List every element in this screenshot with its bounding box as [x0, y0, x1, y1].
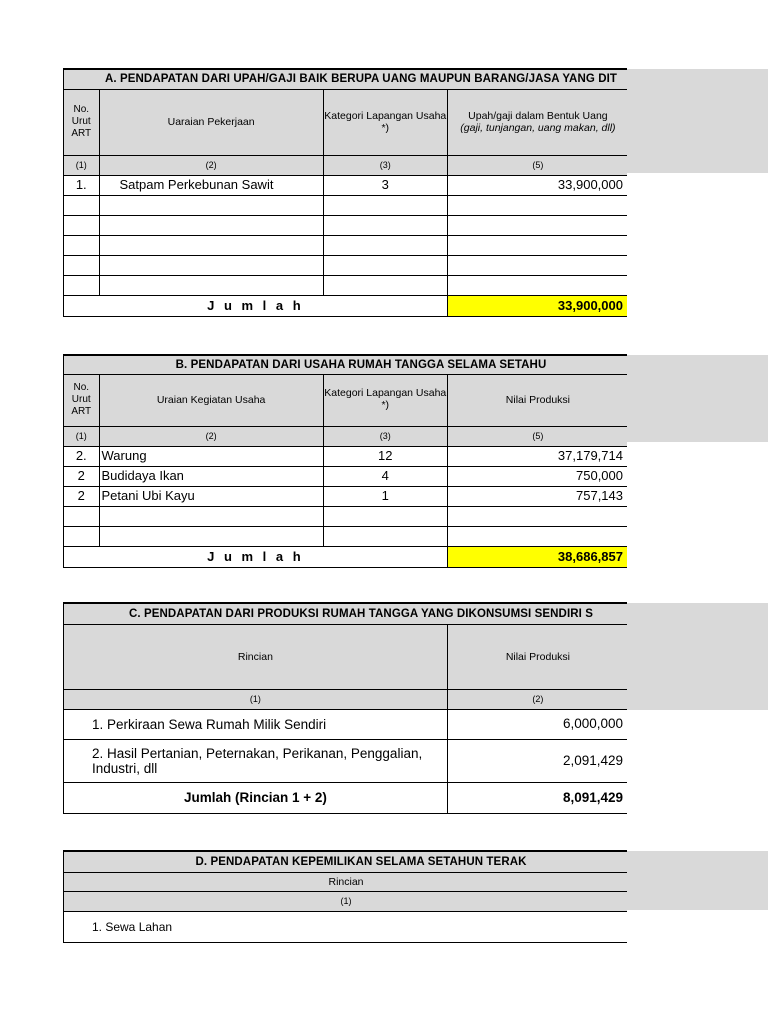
cell-no[interactable]: 2	[64, 466, 99, 486]
cell-no[interactable]: 1.	[64, 175, 99, 195]
section-b-title-row	[64, 356, 627, 374]
cell-no[interactable]	[64, 255, 99, 275]
colnum: (5)	[447, 155, 627, 175]
total-value[interactable]: 33,900,000	[447, 295, 627, 316]
section-c-colnum-row	[64, 689, 627, 709]
cell-kategori[interactable]	[323, 235, 447, 255]
section-d-colnum-row	[64, 891, 627, 911]
cell-nilai[interactable]: 757,143	[447, 486, 627, 506]
table-row	[64, 911, 627, 942]
header-upah-sub: (gaji, tunjangan, uang makan, dll)	[460, 122, 616, 134]
cell-uraian[interactable]	[99, 526, 323, 546]
cell-uraian[interactable]	[99, 275, 323, 295]
section-d-title: D. PENDAPATAN KEPEMILIKAN SELAMA SETAHUN TERAK	[195, 855, 527, 868]
cell-uraian[interactable]	[99, 255, 323, 275]
header-no: No. Urut ART	[64, 374, 99, 426]
cell-uraian[interactable]: Satpam Perkebunan Sawit	[99, 175, 323, 195]
table-row	[64, 175, 627, 195]
section-a-table	[63, 68, 627, 317]
table-row	[64, 486, 627, 506]
cell-no[interactable]	[64, 506, 99, 526]
header-rincian: Rincian	[64, 624, 447, 689]
gray-band-d	[627, 851, 768, 910]
header-upah	[447, 89, 627, 155]
section-c-title-row	[64, 604, 627, 624]
cell-kategori[interactable]: 12	[323, 446, 447, 466]
cell-no[interactable]: 2.	[64, 446, 99, 466]
section-c-table	[63, 602, 627, 814]
table-row	[64, 195, 627, 215]
colnum: (1)	[64, 426, 99, 446]
cell-no[interactable]: 2	[64, 486, 99, 506]
colnum: (2)	[447, 689, 627, 709]
cell-uraian[interactable]	[99, 215, 323, 235]
colnum: (2)	[99, 155, 323, 175]
cell-nilai[interactable]: 750,000	[447, 466, 627, 486]
table-row	[64, 526, 627, 546]
header-no: No. Urut ART	[64, 89, 99, 155]
gray-band-c	[627, 603, 768, 710]
cell-uraian[interactable]	[99, 506, 323, 526]
table-row	[64, 446, 627, 466]
cell-no[interactable]	[64, 526, 99, 546]
colnum: (5)	[447, 426, 627, 446]
total-label: J u m l a h	[64, 546, 447, 567]
colnum: (2)	[99, 426, 323, 446]
table-row	[64, 739, 627, 782]
cell-no[interactable]	[64, 215, 99, 235]
cell-rincian[interactable]: 1. Perkiraan Sewa Rumah Milik Sendiri	[64, 709, 447, 739]
cell-kategori[interactable]	[323, 195, 447, 215]
table-row	[64, 466, 627, 486]
cell-nilai[interactable]	[447, 235, 627, 255]
header-kategori: Kategori Lapangan Usaha *)	[323, 89, 447, 155]
colnum: (3)	[323, 426, 447, 446]
section-d-title-row	[64, 852, 627, 872]
cell-kategori[interactable]	[323, 215, 447, 235]
section-b-header-row	[64, 374, 627, 426]
cell-no[interactable]	[64, 195, 99, 215]
total-value[interactable]: 38,686,857	[447, 546, 627, 567]
cell-nilai[interactable]: 6,000,000	[447, 709, 627, 739]
gray-band-a	[627, 69, 768, 173]
cell-kategori[interactable]	[323, 275, 447, 295]
header-upah-main: Upah/gaji dalam Bentuk Uang	[468, 110, 608, 122]
header-uraian: Uaraian Pekerjaan	[99, 89, 323, 155]
colnum: (1)	[64, 689, 447, 709]
section-a-title: A. PENDAPATAN DARI UPAH/GAJI BAIK BERUPA UANG MAUPUN BARANG/JASA YANG DIT	[104, 73, 618, 86]
colnum: (1)	[64, 155, 99, 175]
cell-uraian[interactable]	[99, 235, 323, 255]
cell-kategori[interactable]	[323, 526, 447, 546]
cell-nilai[interactable]	[447, 526, 627, 546]
cell-nilai[interactable]: 33,900,000	[447, 175, 627, 195]
cell-kategori[interactable]	[323, 255, 447, 275]
table-row	[64, 506, 627, 526]
cell-kategori[interactable]: 1	[323, 486, 447, 506]
cell-nilai[interactable]	[447, 506, 627, 526]
section-c-total-row	[64, 782, 627, 813]
section-d-header-row	[64, 872, 627, 891]
section-b-title: B. PENDAPATAN DARI USAHA RUMAH TANGGA SELAMA SETAHU	[175, 358, 547, 371]
section-a-header-row	[64, 89, 627, 155]
section-c-title: C. PENDAPATAN DARI PRODUKSI RUMAH TANGGA YANG DIKONSUMSI SENDIRI S	[128, 607, 594, 620]
header-rincian: Rincian	[64, 872, 627, 891]
section-c-header-row	[64, 624, 627, 689]
section-b-table	[63, 354, 627, 568]
header-nilai: Nilai Produksi	[447, 374, 627, 426]
cell-uraian[interactable]: Petani Ubi Kayu	[99, 486, 323, 506]
cell-nilai[interactable]	[447, 215, 627, 235]
cell-no[interactable]	[64, 275, 99, 295]
section-d-table	[63, 850, 627, 943]
cell-no[interactable]	[64, 235, 99, 255]
table-row	[64, 215, 627, 235]
table-row	[64, 255, 627, 275]
header-uraian: Uraian Kegiatan Usaha	[99, 374, 323, 426]
cell-nilai[interactable]: 2,091,429	[447, 739, 627, 782]
cell-kategori[interactable]: 3	[323, 175, 447, 195]
table-row	[64, 235, 627, 255]
total-value[interactable]: 8,091,429	[447, 782, 627, 813]
cell-kategori[interactable]	[323, 506, 447, 526]
cell-uraian[interactable]: Budidaya Ikan	[99, 466, 323, 486]
cell-nilai[interactable]: 37,179,714	[447, 446, 627, 466]
header-kategori: Kategori Lapangan Usaha *)	[323, 374, 447, 426]
section-b-total-row	[64, 546, 627, 567]
total-label: Jumlah (Rincian 1 + 2)	[64, 782, 447, 813]
section-a-title-row	[64, 70, 627, 89]
cell-kategori[interactable]: 4	[323, 466, 447, 486]
colnum: (3)	[323, 155, 447, 175]
cell-uraian[interactable]	[99, 195, 323, 215]
header-nilai: Nilai Produksi	[447, 624, 627, 689]
cell-nilai[interactable]	[447, 275, 627, 295]
table-row	[64, 709, 627, 739]
total-label: J u m l a h	[64, 295, 447, 316]
colnum: (1)	[64, 891, 627, 911]
gray-band-b	[627, 355, 768, 442]
cell-nilai[interactable]	[447, 255, 627, 275]
section-b-colnum-row	[64, 426, 627, 446]
cell-nilai[interactable]	[447, 195, 627, 215]
section-a-total-row	[64, 295, 627, 316]
cell-uraian[interactable]: Warung	[99, 446, 323, 466]
section-a-colnum-row	[64, 155, 627, 175]
cell-rincian[interactable]: 1. Sewa Lahan	[64, 911, 627, 942]
table-row	[64, 275, 627, 295]
cell-rincian[interactable]: 2. Hasil Pertanian, Peternakan, Perikanan, Penggalian, Industri, dll	[64, 739, 447, 782]
